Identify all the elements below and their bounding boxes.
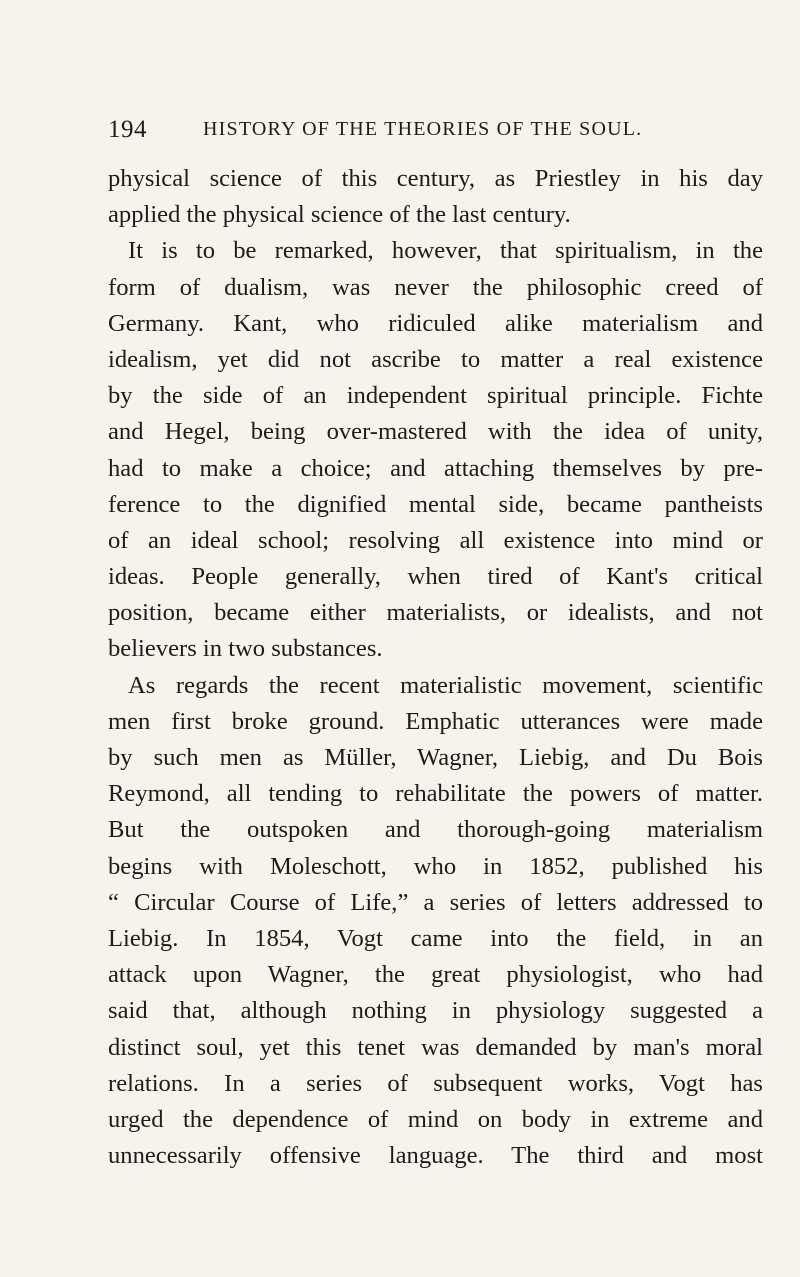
text-line: said that, although nothing in physiology suggested a [108,997,763,1025]
text-line: Liebig. In 1854, Vogt came into the field, in an [108,924,763,952]
text-line: physical science of this century, as Priestley in his day [108,165,763,192]
text-line: begins with Moleschott, who in 1852, published his [108,852,763,880]
text-line: It is to be remarked, however, that spiritualism, in the [128,237,763,265]
text-line: had to make a choice; and attaching themselves by pre- [108,454,763,482]
text-line: position, became either materialists, or idealists, and not [108,599,763,627]
text-line: Reymond, all tending to rehabilitate the powers of matter. [108,780,763,808]
text-line: believers in two substances. [108,635,383,663]
text-line: ideas. People generally, when tired of Kant's critical [108,563,763,591]
text-line: by the side of an independent spiritual principle. Fichte [108,382,763,410]
text-line: But the outspoken and thorough-going materialism [108,816,763,844]
text-line: applied the physical science of the last century. [108,201,571,229]
text-line: form of dualism, was never the philosophic creed of [108,273,763,301]
body-text [108,161,763,1174]
text-line: of an ideal school; resolving all existence into mind or [108,526,763,554]
text-line: idealism, yet did not ascribe to matter a real existence [108,345,763,373]
text-line: urged the dependence of mind on body in extreme and [108,1105,763,1133]
page-number: 194 [108,116,147,143]
text-line: “ Circular Course of Life,” a series of letters addressed to [108,888,763,916]
text-line: by such men as Müller, Wagner, Liebig, and Du Bois [108,744,763,771]
running-head [108,116,688,146]
text-line: relations. In a series of subsequent works, Vogt has [108,1069,763,1097]
text-line: distinct soul, yet this tenet was demanded by man's moral [108,1033,763,1061]
running-title: HISTORY OF THE THEORIES OF THE SOUL. [203,118,643,140]
text-line: As regards the recent materialistic movement, scientific [128,671,763,699]
text-line: Germany. Kant, who ridiculed alike materialism and [108,309,763,337]
text-line: attack upon Wagner, the great physiologist, who had [108,961,763,989]
text-line: men first broke ground. Emphatic utterances were made [108,707,763,735]
text-line: and Hegel, being over-mastered with the idea of unity, [108,418,763,446]
text-line: unnecessarily offensive language. The third and most [108,1142,763,1170]
text-line: ference to the dignified mental side, became pantheists [108,490,763,518]
